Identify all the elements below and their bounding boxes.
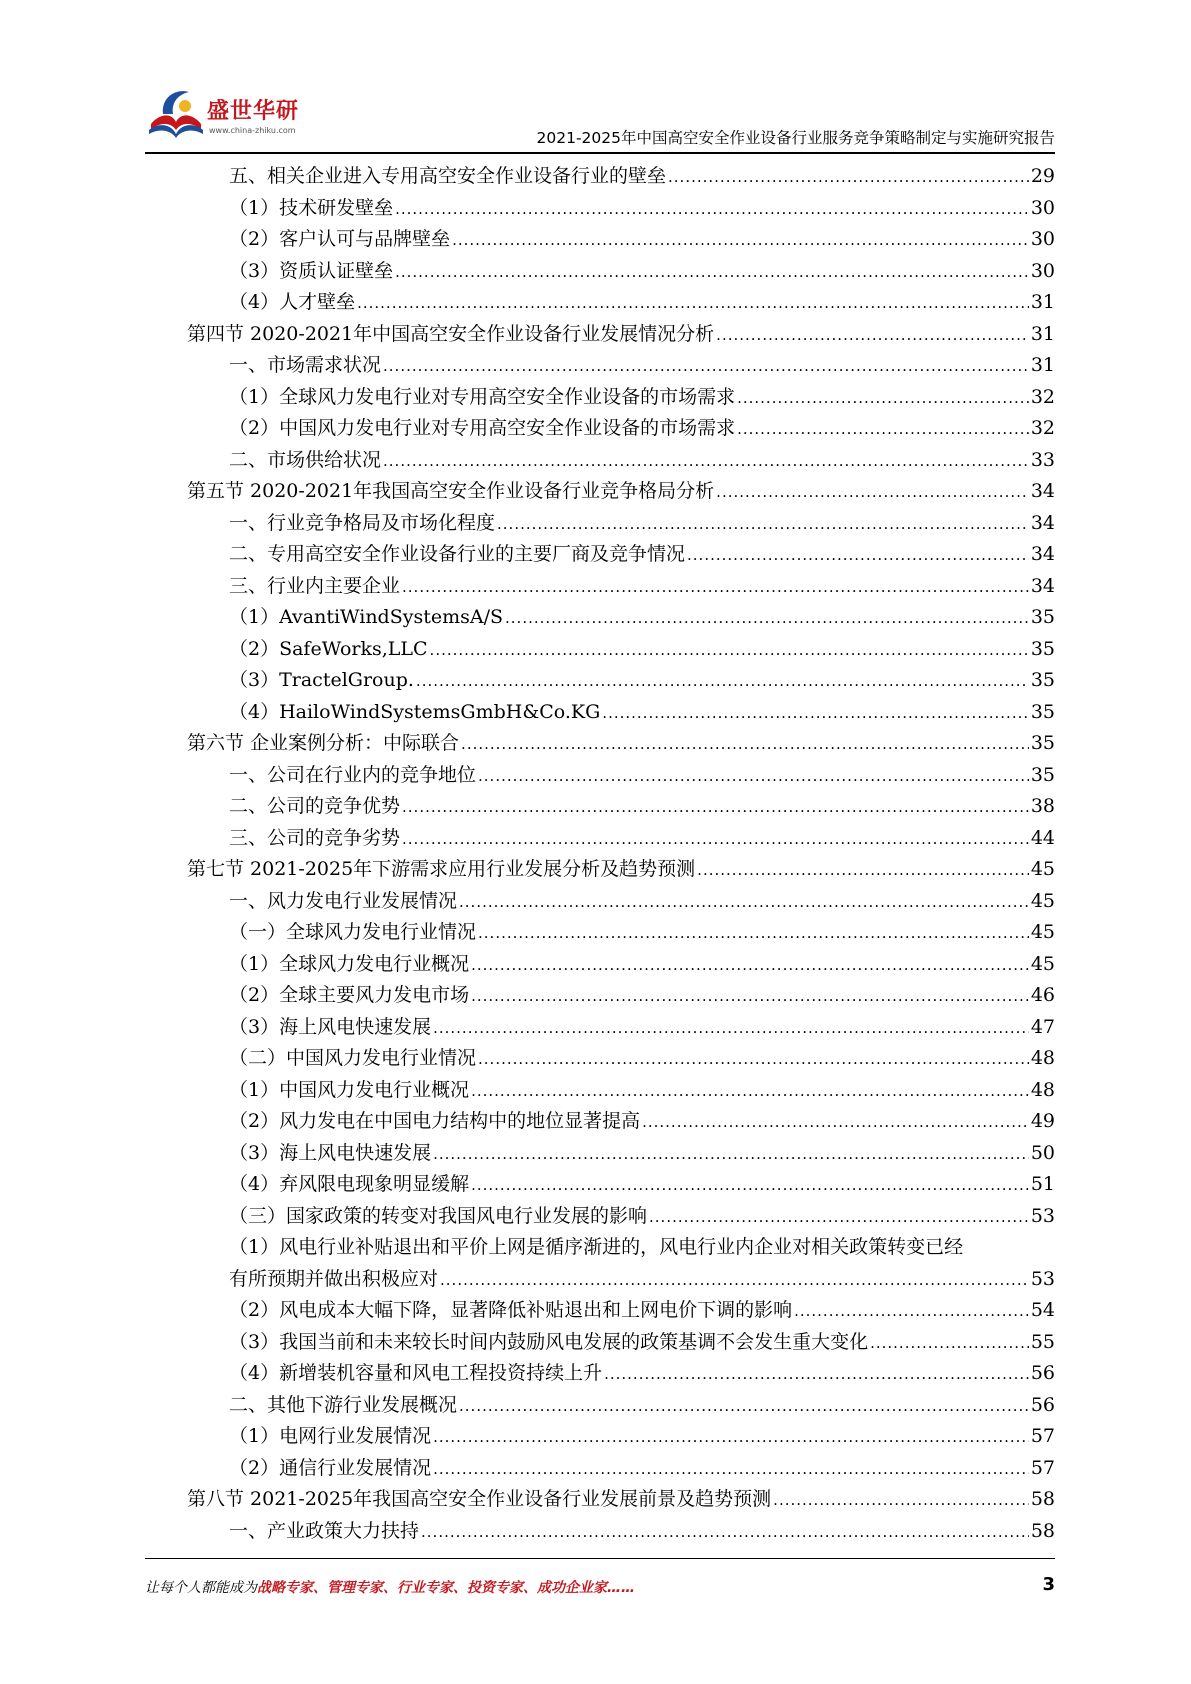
toc-dot-leader <box>471 949 1029 982</box>
toc-dot-leader <box>357 287 1029 320</box>
toc-entry[interactable] <box>187 319 1055 351</box>
toc-entry-page: 31 <box>1030 354 1055 376</box>
toc-entry[interactable] <box>187 256 1055 288</box>
toc-dot-leader <box>459 1390 1029 1423</box>
toc-entry-page: 35 <box>1030 763 1055 786</box>
toc-entry-page: 32 <box>1030 385 1055 408</box>
logo-text: 盛世华研 <box>207 99 300 124</box>
toc-entry-page: 57 <box>1030 1425 1055 1447</box>
toc-dot-leader <box>471 1169 1029 1202</box>
toc-entry-label: 有所预期并做出积极应对 <box>229 1267 439 1290</box>
toc-entry-label: （2）风力发电在中国电力结构中的地位显著提高 <box>229 1110 641 1132</box>
toc-dot-leader <box>471 1075 1029 1108</box>
toc-dot-leader <box>737 413 1029 446</box>
toc-entry-label: 第七节 2021-2025年下游需求应用行业发展分析及趋势预测 <box>187 858 696 880</box>
toc-entry-page: 56 <box>1030 1393 1055 1416</box>
toc-entry-page: 35 <box>1030 732 1055 754</box>
toc-entry-label: （2）通信行业发展情况 <box>229 1456 432 1479</box>
table-of-contents <box>187 161 1055 1547</box>
toc-entry[interactable] <box>187 1327 1055 1359</box>
toc-dot-leader <box>478 760 1029 793</box>
toc-entry-label: （1）全球风力发电行业对专用高空安全作业设备的市场需求 <box>229 385 736 408</box>
toc-entry-label: （1）AvantiWindSystemsA/S <box>229 606 504 628</box>
toc-dot-leader <box>471 980 1029 1013</box>
toc-entry-page: 45 <box>1030 858 1055 880</box>
toc-entry-label: （3）资质认证壁垒 <box>229 259 394 282</box>
toc-entry[interactable] <box>187 1043 1055 1075</box>
toc-entry-label: （1）技术研发壁垒 <box>229 196 394 219</box>
toc-dot-leader <box>716 319 1029 352</box>
company-logo <box>145 78 345 148</box>
toc-entry[interactable] <box>187 697 1055 729</box>
toc-entry-page: 51 <box>1030 1173 1055 1195</box>
toc-entry-label: （三）国家政策的转变对我国风电行业发展的影响 <box>229 1204 648 1227</box>
toc-entry[interactable] <box>187 823 1055 855</box>
toc-entry-label: 一、产业政策大力扶持 <box>229 1519 420 1542</box>
toc-entry-label: 三、行业内主要企业 <box>229 574 401 597</box>
toc-dot-leader <box>716 476 1029 509</box>
toc-dot-leader <box>383 445 1029 478</box>
toc-entry-page: 48 <box>1030 1047 1055 1069</box>
toc-dot-leader <box>433 1453 1029 1486</box>
toc-entry-label: （4）人才壁垒 <box>229 291 356 313</box>
toc-entry-page: 35 <box>1030 700 1055 723</box>
toc-dot-leader <box>402 571 1029 604</box>
toc-entry[interactable] <box>187 508 1055 540</box>
toc-entry-page: 45 <box>1030 921 1055 943</box>
toc-entry[interactable] <box>187 1358 1055 1390</box>
toc-entry-label: （一）全球风力发电行业情况 <box>229 921 477 943</box>
toc-dot-leader <box>697 854 1029 887</box>
toc-entry-page: 29 <box>1030 165 1055 187</box>
toc-entry-label: （2）客户认可与品牌壁垒 <box>229 228 451 250</box>
toc-dot-leader <box>430 634 1029 667</box>
toc-entry[interactable] <box>187 1075 1055 1107</box>
toc-entry-label: （3）海上风电快速发展 <box>229 1015 432 1038</box>
toc-dot-leader <box>452 224 1029 257</box>
toc-entry-label: （1）电网行业发展情况 <box>229 1425 432 1447</box>
toc-entry-label: （3）海上风电快速发展 <box>229 1141 432 1164</box>
toc-dot-leader <box>642 1106 1029 1139</box>
toc-entry-page: 50 <box>1030 1141 1055 1164</box>
toc-entry-label: 二、其他下游行业发展概况 <box>229 1393 458 1416</box>
toc-entry-label: （1）全球风力发电行业概况 <box>229 952 470 975</box>
toc-entry-page: 35 <box>1030 637 1055 660</box>
slogan-lead: 让每个人都能成为 <box>145 1580 257 1596</box>
toc-entry[interactable] <box>187 854 1055 886</box>
toc-entry-page: 58 <box>1030 1488 1055 1510</box>
toc-entry[interactable] <box>187 382 1055 414</box>
report-title: 2021-2025年中国高空安全作业设备行业服务竞争策略制定与实施研究报告 <box>536 129 1055 147</box>
toc-entry-page: 49 <box>1030 1110 1055 1132</box>
toc-entry[interactable] <box>187 980 1055 1012</box>
toc-entry[interactable] <box>187 1201 1055 1233</box>
toc-entry[interactable] <box>187 728 1055 760</box>
toc-dot-leader <box>773 1484 1029 1517</box>
toc-dot-leader <box>433 1421 1029 1454</box>
footer-slogan <box>145 1577 635 1597</box>
toc-dot-leader <box>461 728 1029 761</box>
toc-entry-page: 33 <box>1030 448 1055 471</box>
toc-dot-leader <box>433 1138 1029 1171</box>
toc-entry-wrapped[interactable]: （1）风电行业补贴退出和平价上网是循序渐进的，风电行业内企业对相关政策转变已经 <box>229 1236 964 1258</box>
toc-dot-leader <box>459 886 1029 919</box>
toc-entry[interactable] <box>187 665 1055 697</box>
toc-entry[interactable] <box>187 445 1055 477</box>
toc-dot-leader <box>737 382 1029 415</box>
toc-entry-label: （二）中国风力发电行业情况 <box>229 1047 477 1069</box>
toc-entry[interactable] <box>187 1138 1055 1170</box>
toc-dot-leader <box>794 1295 1029 1328</box>
toc-dot-leader <box>395 193 1029 226</box>
toc-entry[interactable] <box>187 1390 1055 1422</box>
toc-entry[interactable] <box>187 224 1055 256</box>
toc-entry-page: 44 <box>1030 826 1055 849</box>
toc-entry-label: 三、公司的竞争劣势 <box>229 826 401 849</box>
toc-entry[interactable] <box>187 161 1055 193</box>
toc-dot-leader <box>440 1264 1029 1297</box>
toc-dot-leader <box>497 508 1029 541</box>
toc-entry-page: 31 <box>1030 322 1055 345</box>
toc-entry-page: 56 <box>1030 1362 1055 1384</box>
toc-entry-label: （1）中国风力发电行业概况 <box>229 1078 470 1101</box>
toc-dot-leader <box>416 665 1029 698</box>
toc-dot-leader <box>433 1012 1029 1045</box>
toc-entry[interactable] <box>187 917 1055 949</box>
page-header <box>145 78 1055 150</box>
toc-entry-label: （4）新增装机容量和风电工程投资持续上升 <box>229 1362 603 1384</box>
toc-entry-page: 30 <box>1030 259 1055 282</box>
toc-entry[interactable] <box>187 476 1055 508</box>
toc-entry-label: 二、市场供给状况 <box>229 448 382 471</box>
toc-entry-label: 一、风力发电行业发展情况 <box>229 889 458 912</box>
toc-entry[interactable] <box>187 1012 1055 1044</box>
toc-entry-page: 34 <box>1030 511 1055 534</box>
toc-dot-leader <box>421 1516 1029 1549</box>
toc-entry[interactable] <box>187 539 1055 571</box>
toc-dot-leader <box>870 1327 1029 1360</box>
toc-dot-leader <box>402 791 1029 824</box>
toc-entry[interactable] <box>187 571 1055 603</box>
toc-entry-page: 57 <box>1030 1456 1055 1479</box>
toc-entry[interactable] <box>187 886 1055 918</box>
toc-entry-label: （2）风电成本大幅下降，显著降低补贴退出和上网电价下调的影响 <box>229 1299 793 1321</box>
toc-entry-page: 38 <box>1030 795 1055 817</box>
toc-entry[interactable] <box>187 1264 1055 1296</box>
toc-entry-page: 55 <box>1030 1330 1055 1353</box>
toc-entry-page: 34 <box>1030 480 1055 502</box>
toc-entry-page: 45 <box>1030 889 1055 912</box>
toc-entry[interactable] <box>187 1295 1055 1327</box>
toc-entry[interactable] <box>187 350 1055 382</box>
toc-entry[interactable] <box>187 760 1055 792</box>
toc-entry-label: 二、公司的竞争优势 <box>229 795 401 817</box>
logo-url: www.china-zhiku.com <box>209 126 296 135</box>
toc-entry[interactable] <box>187 193 1055 225</box>
footer-divider <box>145 1558 1055 1559</box>
toc-entry-page: 31 <box>1030 291 1055 313</box>
toc-entry-label: （3）我国当前和未来较长时间内鼓励风电发展的政策基调不会发生重大变化 <box>229 1330 869 1353</box>
toc-entry[interactable] <box>187 413 1055 445</box>
toc-dot-leader <box>687 539 1029 572</box>
toc-dot-leader <box>383 350 1029 383</box>
toc-dot-leader <box>649 1201 1029 1234</box>
toc-entry-label: （2）SafeWorks,LLC <box>229 637 428 660</box>
toc-entry-label: 第八节 2021-2025年我国高空安全作业设备行业发展前景及趋势预测 <box>187 1488 772 1510</box>
slogan-highlight: 战略专家、管理专家、行业专家、投资专家、成功企业家…… <box>257 1580 635 1596</box>
toc-entry[interactable] <box>187 1169 1055 1201</box>
toc-entry-page: 46 <box>1030 984 1055 1006</box>
toc-entry-label: 二、专用高空安全作业设备行业的主要厂商及竞争情况 <box>229 543 686 565</box>
toc-dot-leader <box>395 256 1029 289</box>
toc-entry-label: （2）中国风力发电行业对专用高空安全作业设备的市场需求 <box>229 417 736 439</box>
toc-entry-page: 30 <box>1030 228 1055 250</box>
toc-entry[interactable] <box>187 634 1055 666</box>
toc-entry-page: 30 <box>1030 196 1055 219</box>
toc-entry-page: 32 <box>1030 417 1055 439</box>
toc-dot-leader <box>505 602 1029 635</box>
toc-dot-leader <box>604 1358 1029 1391</box>
toc-entry-label: （3）TractelGroup. <box>229 669 414 691</box>
toc-entry-page: 35 <box>1030 669 1055 691</box>
toc-entry-page: 45 <box>1030 952 1055 975</box>
header-divider <box>145 152 1055 154</box>
toc-entry[interactable] <box>187 1516 1055 1548</box>
toc-entry-label: 第五节 2020-2021年我国高空安全作业设备行业竞争格局分析 <box>187 480 715 502</box>
toc-entry-label: 一、行业竞争格局及市场化程度 <box>229 511 496 534</box>
toc-entry-label: （4）弃风限电现象明显缓解 <box>229 1173 470 1195</box>
toc-entry-page: 35 <box>1030 606 1055 628</box>
toc-dot-leader <box>668 161 1029 194</box>
toc-dot-leader <box>478 1043 1029 1076</box>
toc-entry-label: 第六节 企业案例分析：中际联合 <box>187 732 460 754</box>
toc-entry-page: 53 <box>1030 1267 1055 1290</box>
toc-dot-leader <box>602 697 1029 730</box>
toc-entry[interactable] <box>187 287 1055 319</box>
toc-entry[interactable] <box>187 1106 1055 1138</box>
toc-entry-page: 53 <box>1030 1204 1055 1227</box>
toc-entry[interactable] <box>187 1484 1055 1516</box>
toc-entry-page: 54 <box>1030 1299 1055 1321</box>
toc-entry-label: 五、相关企业进入专用高空安全作业设备行业的壁垒 <box>229 165 667 187</box>
toc-entry-page: 58 <box>1030 1519 1055 1542</box>
book-logo-icon <box>145 84 207 142</box>
toc-entry-page: 34 <box>1030 574 1055 597</box>
toc-entry-label: （4）HailoWindSystemsGmbH&Co.KG <box>229 700 601 723</box>
toc-entry-page: 48 <box>1030 1078 1055 1101</box>
toc-entry-label: 第四节 2020-2021年中国高空安全作业设备行业发展情况分析 <box>187 322 715 345</box>
toc-dot-leader <box>478 917 1029 950</box>
toc-entry-label: （2）全球主要风力发电市场 <box>229 984 470 1006</box>
toc-entry-label: 一、公司在行业内的竞争地位 <box>229 763 477 786</box>
toc-entry-page: 34 <box>1030 543 1055 565</box>
page-number: 3 <box>1042 1574 1055 1595</box>
toc-entry[interactable] <box>187 1421 1055 1453</box>
toc-entry[interactable] <box>187 949 1055 981</box>
toc-entry[interactable] <box>187 1453 1055 1485</box>
toc-entry[interactable] <box>187 602 1055 634</box>
toc-entry-page: 47 <box>1030 1015 1055 1038</box>
toc-dot-leader <box>402 823 1029 856</box>
toc-entry-label: 一、市场需求状况 <box>229 354 382 376</box>
toc-entry[interactable] <box>187 791 1055 823</box>
